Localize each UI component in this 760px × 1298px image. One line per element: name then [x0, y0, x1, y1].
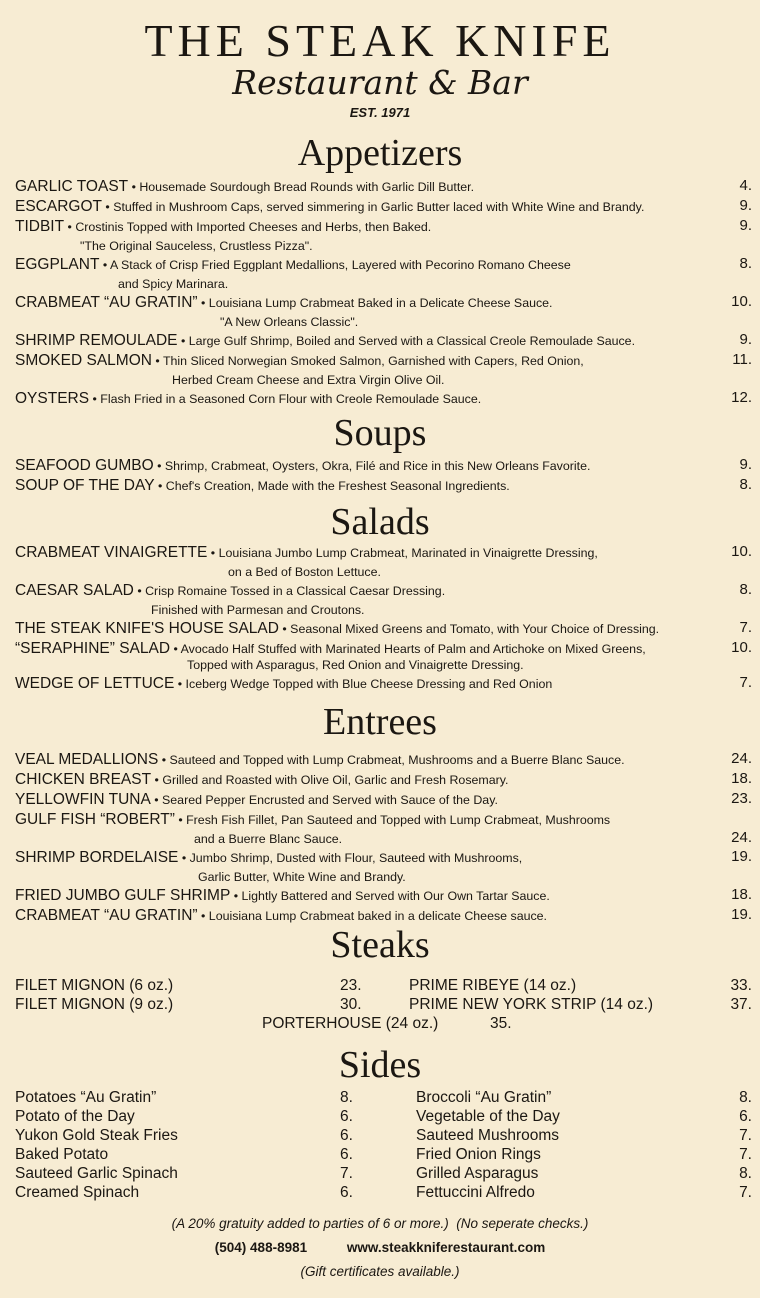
- item-price: 7.: [739, 619, 752, 636]
- item-desc: • Avocado Half Stuffed with Marinated Hearts of Palm and Artichoke on Mixed Greens,: [170, 642, 646, 656]
- menu-item: [0, 255, 760, 293]
- item-price: 4.: [739, 177, 752, 194]
- steak-price: 37.: [730, 996, 752, 1013]
- restaurant-title: THE STEAK KNIFE: [144, 15, 616, 66]
- item-desc: • Thin Sliced Norwegian Smoked Salmon, Garnished with Capers, Red Onion,: [151, 354, 584, 368]
- item-desc: • Iceberg Wedge Topped with Blue Cheese Dressing and Red Onion: [174, 677, 553, 691]
- phone-number[interactable]: (504) 488-8981: [214, 1240, 308, 1255]
- side-name: Yukon Gold Steak Fries: [15, 1127, 178, 1144]
- item-desc: • Louisiana Lump Crabmeat Baked in a Delicate Cheese Sauce.: [197, 296, 553, 310]
- menu-item: [0, 543, 760, 581]
- item-name: FRIED JUMBO GULF SHRIMP: [15, 887, 231, 904]
- item-desc-cont: Herbed Cream Cheese and Extra Virgin Olive Oil.: [172, 373, 445, 387]
- item-price: 9.: [739, 331, 752, 348]
- menu-item: [0, 476, 760, 496]
- menu-item: [0, 619, 760, 639]
- menu-footer: [0, 1216, 760, 1279]
- steak-name: FILET MIGNON (6 oz.): [15, 977, 174, 994]
- item-name: SEAFOOD GUMBO: [15, 457, 154, 474]
- item-desc: • Sauteed and Topped with Lump Crabmeat, Mushrooms and a Buerre Blanc Sauce.: [158, 753, 625, 767]
- gift-certificates-note: (Gift certificates available.): [300, 1264, 460, 1279]
- item-desc: • Seared Pepper Encrusted and Served with Sauce of the Day.: [150, 793, 498, 807]
- section-title-entrees: Entrees: [323, 701, 437, 743]
- side-name: Baked Potato: [15, 1146, 109, 1163]
- menu-item: [0, 810, 760, 848]
- side-price: 7.: [739, 1184, 752, 1201]
- item-price: 8.: [739, 476, 752, 493]
- item-desc: • Stuffed in Mushroom Caps, served simmering in Garlic Butter laced with White Wine and Brandy.: [101, 200, 645, 214]
- menu-item: [0, 750, 760, 770]
- steaks-list: [0, 977, 760, 1037]
- item-price: 23.: [731, 790, 752, 807]
- website-link[interactable]: www.steakkniferestaurant.com: [346, 1240, 546, 1255]
- menu-item: [0, 293, 760, 331]
- side-price: 7.: [739, 1127, 752, 1144]
- steak-name: PRIME RIBEYE (14 oz.): [409, 977, 577, 994]
- item-name: “SERAPHINE” SALAD: [15, 640, 171, 657]
- item-price: 10.: [731, 543, 752, 560]
- item-price: 18.: [731, 770, 752, 787]
- steak-price: 33.: [730, 977, 752, 994]
- steak-price: 30.: [340, 996, 362, 1013]
- menu-item: [0, 197, 760, 217]
- item-price: 24.: [731, 829, 752, 846]
- item-desc: • Shrimp, Crabmeat, Oysters, Okra, Filé and Rice in this New Orleans Favorite.: [153, 459, 591, 473]
- menu-item: [0, 886, 760, 906]
- steak-name: PRIME NEW YORK STRIP (14 oz.): [409, 996, 654, 1013]
- item-desc: • Seasonal Mixed Greens and Tomato, with Your Choice of Dressing.: [278, 622, 660, 636]
- item-price: 9.: [739, 217, 752, 234]
- section-title-salads: Salads: [330, 501, 430, 543]
- menu-item: [0, 331, 760, 351]
- side-name: Vegetable of the Day: [416, 1108, 560, 1125]
- item-name: CRABMEAT “AU GRATIN”: [15, 907, 198, 924]
- item-desc: • Jumbo Shrimp, Dusted with Flour, Sauteed with Mushrooms,: [178, 851, 523, 865]
- soups-section: [0, 414, 760, 452]
- side-name: Fettuccini Alfredo: [416, 1184, 535, 1201]
- item-name: THE STEAK KNIFE'S HOUSE SALAD: [15, 620, 279, 637]
- item-price: 12.: [731, 389, 752, 406]
- item-name: CHICKEN BREAST: [15, 771, 152, 788]
- gratuity-note: (A 20% gratuity added to parties of 6 or more.) (No seperate checks.): [171, 1216, 589, 1231]
- item-price: 19.: [731, 848, 752, 865]
- side-name: Sauteed Mushrooms: [416, 1127, 560, 1144]
- item-desc-cont: Topped with Asparagus, Red Onion and Vinaigrette Dressing.: [187, 658, 524, 672]
- side-price: 6.: [340, 1108, 353, 1125]
- item-name: OYSTERS: [15, 390, 90, 407]
- item-desc-cont: and a Buerre Blanc Sauce.: [194, 832, 343, 846]
- menu-item: [0, 848, 760, 886]
- item-desc-cont: Finished with Parmesan and Croutons.: [151, 603, 365, 617]
- salads-list: [0, 543, 760, 694]
- item-desc-cont: Garlic Butter, White Wine and Brandy.: [198, 870, 406, 884]
- section-title-sides: Sides: [338, 1044, 422, 1086]
- side-name: Broccoli “Au Gratin”: [416, 1089, 552, 1106]
- item-name: YELLOWFIN TUNA: [15, 791, 151, 808]
- item-name: EGGPLANT: [15, 256, 100, 273]
- menu-item: [0, 581, 760, 619]
- item-price: 8.: [739, 581, 752, 598]
- sides-list: [0, 1089, 760, 1209]
- side-price: 8.: [340, 1089, 353, 1106]
- side-price: 6.: [340, 1184, 353, 1201]
- restaurant-subtitle: Restaurant & Bar: [232, 63, 528, 102]
- steak-price: 35.: [490, 1015, 512, 1032]
- side-price: 8.: [739, 1089, 752, 1106]
- menu-item: [0, 456, 760, 476]
- side-price: 8.: [739, 1165, 752, 1182]
- steak-name: PORTERHOUSE (24 oz.): [262, 1015, 439, 1032]
- item-desc: • A Stack of Crisp Fried Eggplant Medallions, Layered with Pecorino Romano Cheese: [99, 258, 571, 272]
- item-name: ESCARGOT: [15, 198, 102, 215]
- side-name: Fried Onion Rings: [416, 1146, 541, 1163]
- menu-header: [0, 0, 760, 120]
- item-price: 19.: [731, 906, 752, 923]
- item-name: CAESAR SALAD: [15, 582, 134, 599]
- salads-section: [0, 503, 760, 541]
- item-price: 10.: [731, 639, 752, 656]
- item-desc: • Grilled and Roasted with Olive Oil, Garlic and Fresh Rosemary.: [151, 773, 509, 787]
- item-name: SHRIMP REMOULADE: [15, 332, 178, 349]
- appetizers-list: [0, 177, 760, 409]
- appetizers-section: [0, 134, 760, 172]
- item-name: CRABMEAT “AU GRATIN”: [15, 294, 198, 311]
- item-price: 11.: [732, 351, 752, 368]
- steak-price: 23.: [340, 977, 362, 994]
- item-name: CRABMEAT VINAIGRETTE: [15, 544, 208, 561]
- item-desc: • Crisp Romaine Tossed in a Classical Caesar Dressing.: [133, 584, 446, 598]
- side-price: 7.: [739, 1146, 752, 1163]
- item-desc: • Louisiana Lump Crabmeat baked in a delicate Cheese sauce.: [197, 909, 548, 923]
- steaks-section: [0, 926, 760, 964]
- item-desc: • Fresh Fish Fillet, Pan Sauteed and Topped with Lump Crabmeat, Mushrooms: [174, 813, 611, 827]
- item-desc: • Flash Fried in a Seasoned Corn Flour with Creole Remoulade Sauce.: [89, 392, 482, 406]
- side-name: Creamed Spinach: [15, 1184, 140, 1201]
- side-price: 7.: [340, 1165, 353, 1182]
- menu-item: [0, 770, 760, 790]
- section-title-appetizers: Appetizers: [297, 132, 463, 174]
- item-price: 9.: [739, 197, 752, 214]
- item-name: GARLIC TOAST: [15, 178, 129, 195]
- steak-name: FILET MIGNON (9 oz.): [15, 996, 174, 1013]
- item-name: WEDGE OF LETTUCE: [15, 675, 175, 692]
- item-desc-cont: "A New Orleans Classic".: [220, 315, 359, 329]
- item-name: SMOKED SALMON: [15, 352, 152, 369]
- sides-section: [0, 1046, 760, 1084]
- item-desc-cont: and Spicy Marinara.: [118, 277, 229, 291]
- item-price: 24.: [731, 750, 752, 767]
- established-year: EST. 1971: [349, 105, 411, 120]
- contact-line: [0, 1240, 760, 1255]
- soups-list: [0, 456, 760, 496]
- item-desc: • Large Gulf Shrimp, Boiled and Served with a Classical Creole Remoulade Sauce.: [177, 334, 636, 348]
- item-desc: • Lightly Battered and Served with Our Own Tartar Sauce.: [230, 889, 550, 903]
- item-desc: • Housemade Sourdough Bread Rounds with Garlic Dill Butter.: [128, 180, 475, 194]
- side-price: 6.: [340, 1127, 353, 1144]
- menu-item: [0, 639, 760, 674]
- item-desc: • Crostinis Topped with Imported Cheeses and Herbs, then Baked.: [64, 220, 432, 234]
- entrees-section: [0, 703, 760, 741]
- section-title-steaks: Steaks: [330, 924, 430, 966]
- side-name: Potatoes “Au Gratin”: [15, 1089, 157, 1106]
- item-name: TIDBIT: [15, 218, 65, 235]
- item-name: VEAL MEDALLIONS: [15, 751, 159, 768]
- item-price: 10.: [731, 293, 752, 310]
- menu-item: [0, 177, 760, 197]
- item-price: 18.: [731, 886, 752, 903]
- entrees-list: [0, 750, 760, 926]
- side-name: Potato of the Day: [15, 1108, 135, 1125]
- section-title-soups: Soups: [333, 412, 427, 454]
- item-price: 8.: [739, 255, 752, 272]
- side-price: 6.: [739, 1108, 752, 1125]
- item-desc: • Louisiana Jumbo Lump Crabmeat, Marinated in Vinaigrette Dressing,: [207, 546, 598, 560]
- menu-item: [0, 674, 760, 694]
- menu-item: [0, 351, 760, 389]
- menu-item: [0, 790, 760, 810]
- side-name: Sauteed Garlic Spinach: [15, 1165, 178, 1182]
- item-price: 7.: [739, 674, 752, 691]
- menu-item: [0, 906, 760, 926]
- item-desc-cont: on a Bed of Boston Lettuce.: [228, 565, 381, 579]
- item-name: SOUP OF THE DAY: [15, 477, 155, 494]
- menu-item: [0, 217, 760, 255]
- item-name: SHRIMP BORDELAISE: [15, 849, 179, 866]
- item-desc: • Chef's Creation, Made with the Freshest Seasonal Ingredients.: [154, 479, 510, 493]
- side-price: 6.: [340, 1146, 353, 1163]
- menu-item: [0, 389, 760, 409]
- item-desc-cont: "The Original Sauceless, Crustless Pizza".: [80, 239, 313, 253]
- item-name: GULF FISH “ROBERT”: [15, 811, 175, 828]
- side-name: Grilled Asparagus: [416, 1165, 539, 1182]
- item-price: 9.: [739, 456, 752, 473]
